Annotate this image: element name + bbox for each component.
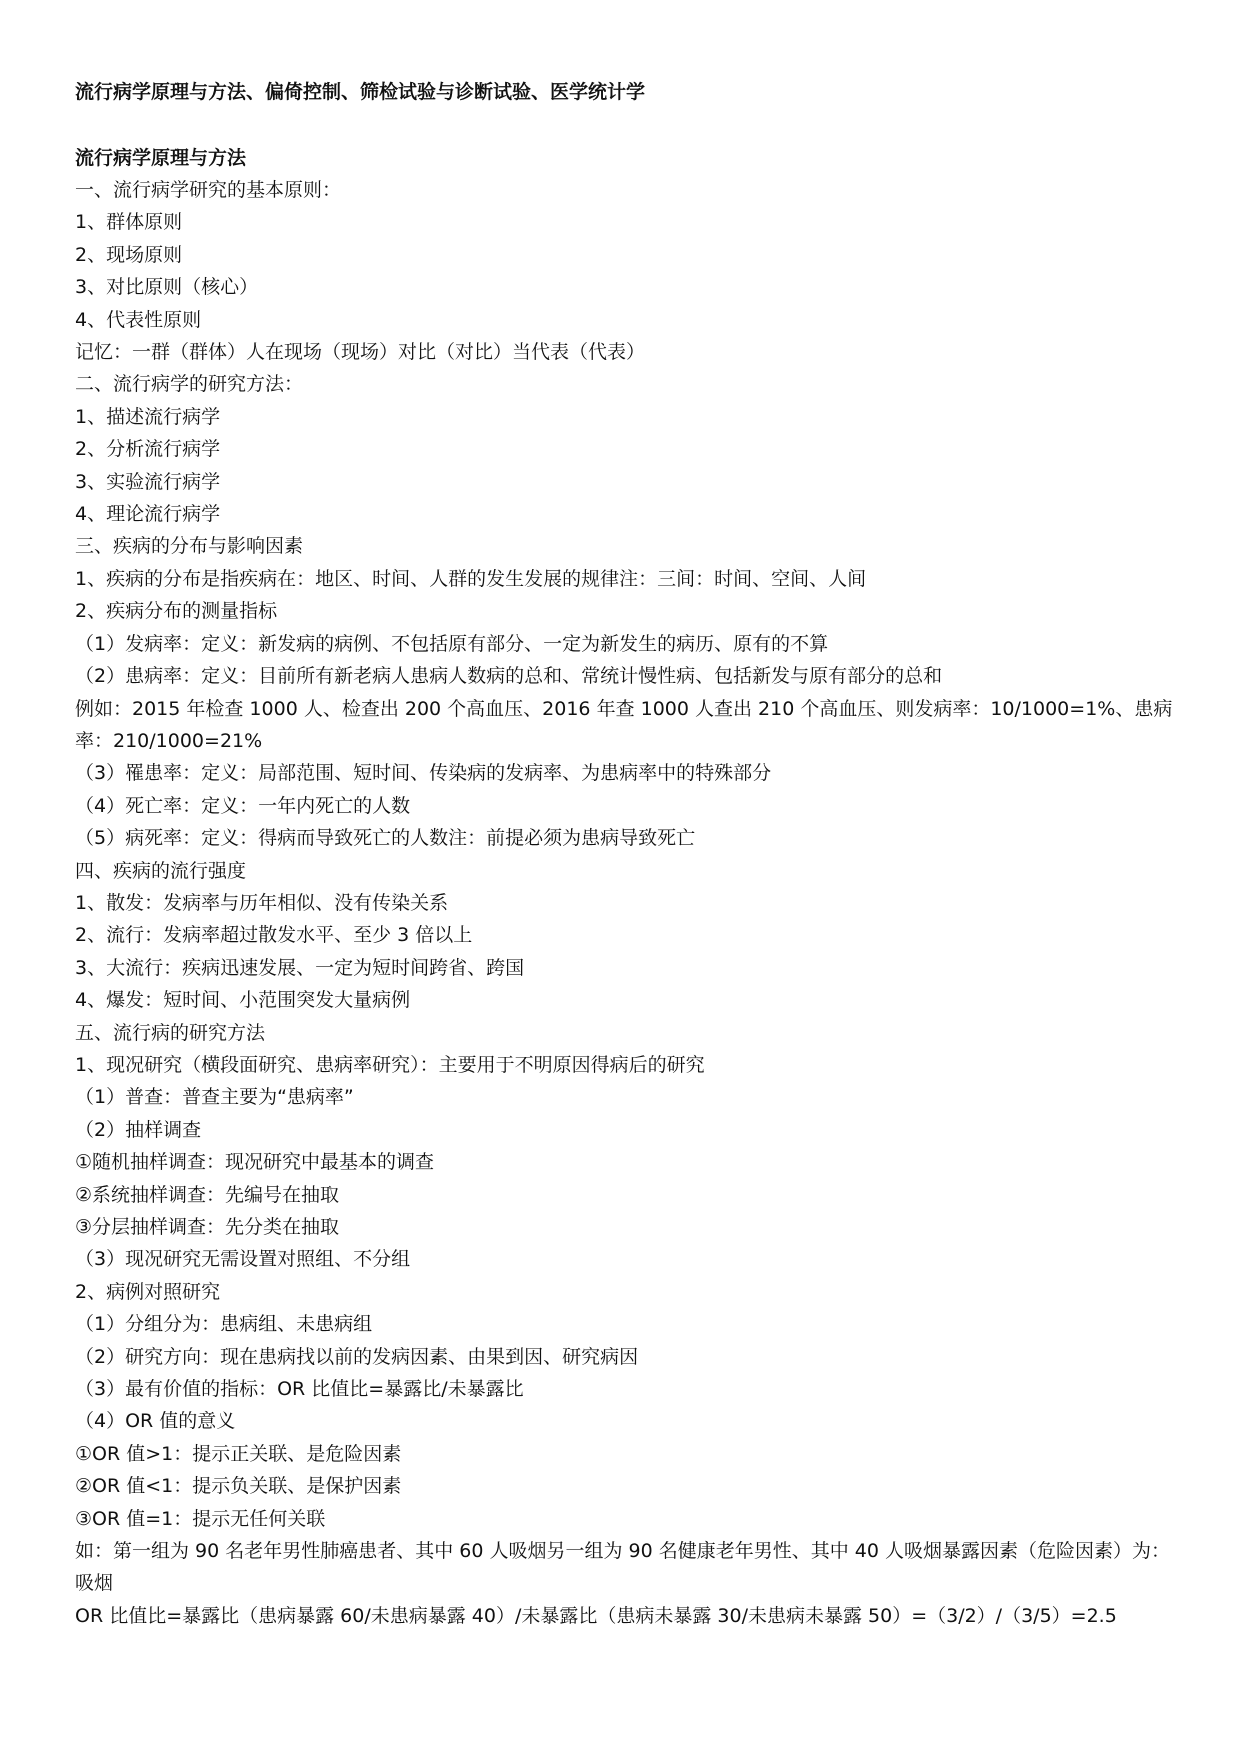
document-body	[75, 174, 1175, 1632]
text-line: 四、疾病的流行强度	[75, 859, 247, 882]
text-line: ③OR 值=1：提示无任何关联	[75, 1507, 326, 1530]
text-line: （3）最有价值的指标：OR 比值比=暴露比/未暴露比	[75, 1378, 524, 1401]
text-line: 2、现场原则	[75, 243, 183, 266]
text-line: OR 比值比=暴露比（患病暴露 60/未患病暴露 40）/未暴露比（患病未暴露 30/未患病未暴露 50）=（3/2）/（3/5）=2.5	[75, 1604, 1117, 1627]
text-line: 五、流行病的研究方法	[75, 1021, 266, 1044]
text-line: （5）病死率：定义：得病而导致死亡的人数注：前提必须为患病导致死亡	[75, 827, 696, 850]
text-line: 1、散发：发病率与历年相似、没有传染关系	[75, 891, 449, 914]
text-line: （2）研究方向：现在患病找以前的发病因素、由果到因、研究病因	[75, 1345, 639, 1368]
text-line: （4）死亡率：定义：一年内死亡的人数	[75, 794, 411, 817]
document-page	[75, 76, 1175, 1632]
text-line: 4、理论流行病学	[75, 503, 221, 526]
text-line: （1）发病率：定义：新发病的病例、不包括原有部分、一定为新发生的病历、原有的不算	[75, 632, 829, 655]
text-line: ③分层抽样调查：先分类在抽取	[75, 1216, 340, 1238]
text-line: 3、大流行：疾病迅速发展、一定为短时间跨省、跨国	[75, 956, 525, 979]
text-line: 4、代表性原则	[75, 308, 202, 331]
document-title: 流行病学原理与方法、偏倚控制、筛检试验与诊断试验、医学统计学	[75, 81, 646, 103]
text-line: 3、对比原则（核心）	[75, 276, 259, 299]
text-line: （3）现况研究无需设置对照组、不分组	[75, 1248, 411, 1271]
text-line: 2、疾病分布的测量指标	[75, 600, 278, 623]
text-line: 2、病例对照研究	[75, 1280, 221, 1303]
text-line: （2）患病率：定义：目前所有新老病人患病人数病的总和、常统计慢性病、包括新发与原有部分的总和	[75, 665, 943, 688]
text-line: ②系统抽样调查：先编号在抽取	[75, 1183, 340, 1206]
text-line: 1、现况研究（横段面研究、患病率研究）：主要用于不明原因得病后的研究	[75, 1053, 705, 1076]
title-spacer	[75, 108, 1175, 142]
text-line: 1、疾病的分布是指疾病在：地区、时间、人群的发生发展的规律注：三间：时间、空间、人间	[75, 567, 867, 590]
text-line: ①OR 值>1：提示正关联、是危险因素	[75, 1442, 402, 1465]
text-line: 记忆：一群（群体）人在现场（现场）对比（对比）当代表（代表）	[75, 341, 646, 364]
text-line: （2）抽样调查	[75, 1118, 202, 1141]
text-line: 1、群体原则	[75, 211, 183, 234]
text-line: （1）分组分为：患病组、未患病组	[75, 1313, 373, 1336]
text-line: 如：第一组为 90 名老年男性肺癌患者、其中 60 人吸烟另一组为 90 名健康老年男性、其中 40 人吸烟暴露因素（危险因素）为：吸烟	[75, 1540, 1171, 1595]
text-line: ①随机抽样调查：现况研究中最基本的调查	[75, 1151, 435, 1174]
text-line: （3）罹患率：定义：局部范围、短时间、传染病的发病率、为患病率中的特殊部分	[75, 762, 772, 785]
text-line: ②OR 值<1：提示负关联、是保护因素	[75, 1475, 402, 1498]
text-line: （4）OR 值的意义	[75, 1410, 236, 1433]
text-line: 二、流行病学的研究方法：	[75, 373, 304, 396]
text-line: 2、流行：发病率超过散发水平、至少 3 倍以上	[75, 924, 473, 947]
text-line: 一、流行病学研究的基本原则：	[75, 179, 342, 201]
text-line: （1）普查：普查主要为“患病率”	[75, 1086, 354, 1109]
text-line: 2、分析流行病学	[75, 438, 221, 461]
text-line: 例如：2015 年检查 1000 人、检查出 200 个高血压、2016 年查 1000 人查出 210 个高血压、则发病率：10/1000=1%、患病率：210/1000=21%	[75, 697, 1173, 752]
text-line: 3、实验流行病学	[75, 470, 221, 493]
text-line: 4、爆发：短时间、小范围突发大量病例	[75, 989, 411, 1012]
text-line: 1、描述流行病学	[75, 405, 221, 428]
section-title: 流行病学原理与方法	[75, 147, 247, 169]
text-line: 三、疾病的分布与影响因素	[75, 535, 304, 558]
